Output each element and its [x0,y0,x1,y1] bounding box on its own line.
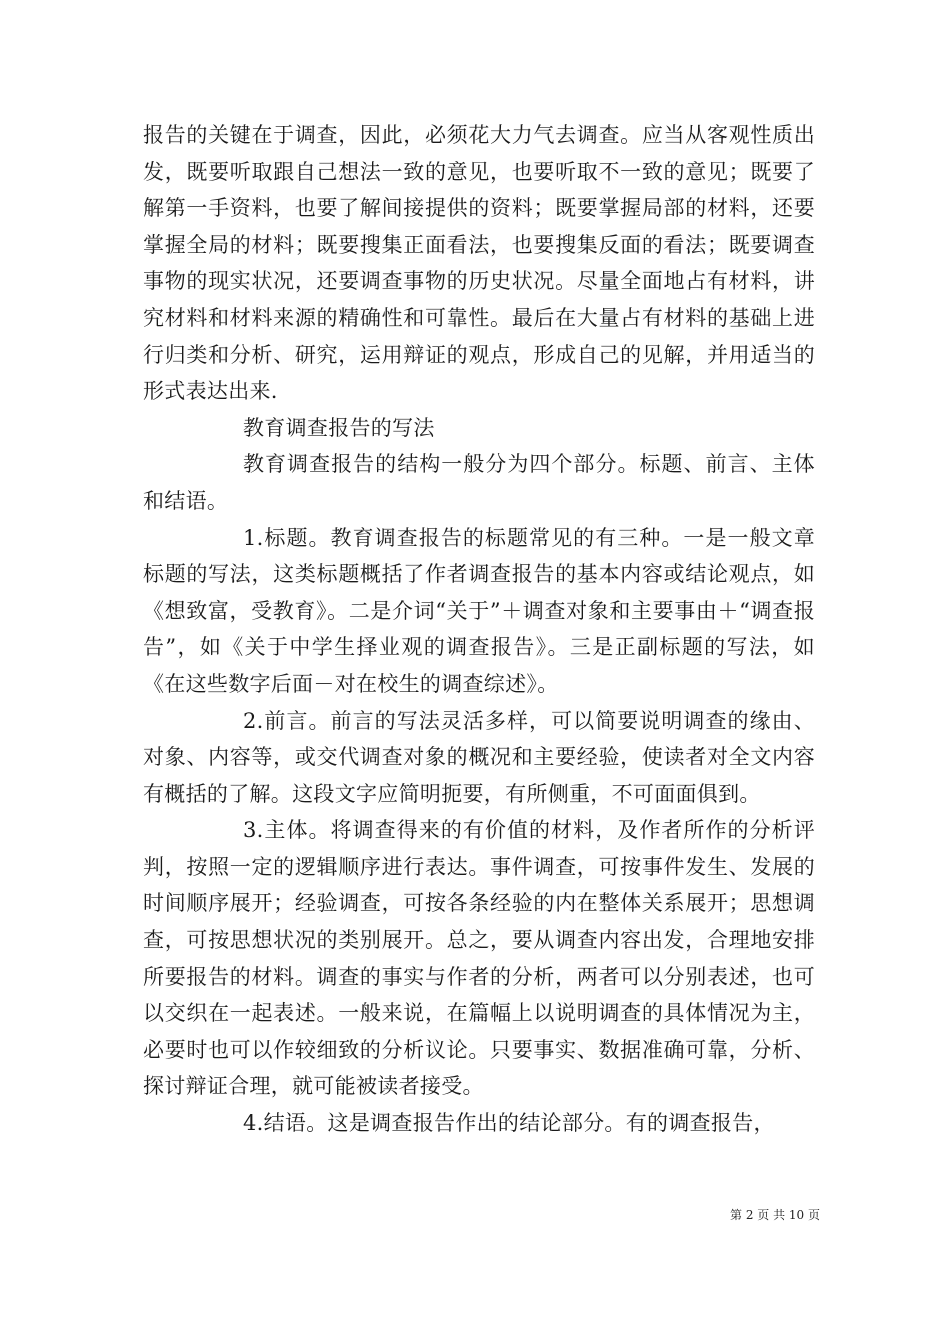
paragraph-conclusion-section: 4.结语。这是调查报告作出的结论部分。有的调查报告， [243,1111,775,1136]
paragraph-intro: 报告的关键在于调查，因此，必须花大力气去调查。应当从客观性质出发，既要听取跟自己想法一致的意见，也要听取不一致的意见；既要了解第一手资料，也要了解间接提供的资料；既要掌握局部的材料，还要掌握全局的材料；既要搜集正面看法，也要搜集反面的看法；既要调查事物的现实状况，还要调查事物的历史状况。尽量全面地占有材料，讲究材料和材料来源的精确性和可靠性。最后在大量占有材料的基础上进行归类和分析、研究，运用辩证的观点，形成自己的见解，并用适当的形式表达出来. [143,123,815,404]
paragraph-structure: 教育调查报告的结构一般分为四个部分。标题、前言、主体和结语。 [143,452,815,513]
page-number: 第 2 页 共 10 页 [730,1208,820,1222]
paragraph-preface-section: 2.前言。前言的写法灵活多样，可以简要说明调查的缘由、对象、内容等，或交代调查对象的概况和主要经验，使读者对全文内容有概括的了解。这段文字应简明扼要，有所侧重，不可面面俱到。 [143,708,815,806]
document-body [143,117,815,1142]
paragraph-title-section: 1.标题。教育调查报告的标题常见的有三种。一是一般文章标题的写法，这类标题概括了作者调查报告的基本内容或结论观点，如《想致富，受教育》。二是介词“关于”＋调查对象和主要事由＋“调查报告”，如《关于中学生择业观的调查报告》。三是正副标题的写法，如《在这些数字后面－对在校生的调查综述》。 [143,525,815,696]
section-heading: 教育调查报告的写法 [243,415,435,440]
paragraph-body-section: 3.主体。将调查得来的有价值的材料，及作者所作的分析评判，按照一定的逻辑顺序进行表达。事件调查，可按事件发生、发展的时间顺序展开；经验调查，可按各条经验的内在整体关系展开；思想调查，可按思想状况的类别展开。总之，要从调查内容出发，合理地安排所要报告的材料。调查的事实与作者的分析，两者可以分别表述，也可以交织在一起表述。一般来说，在篇幅上以说明调查的具体情况为主，必要时也可以作较细致的分析议论。只要事实、数据准确可靠，分析、探讨辩证合理，就可能被读者接受。 [143,818,815,1099]
